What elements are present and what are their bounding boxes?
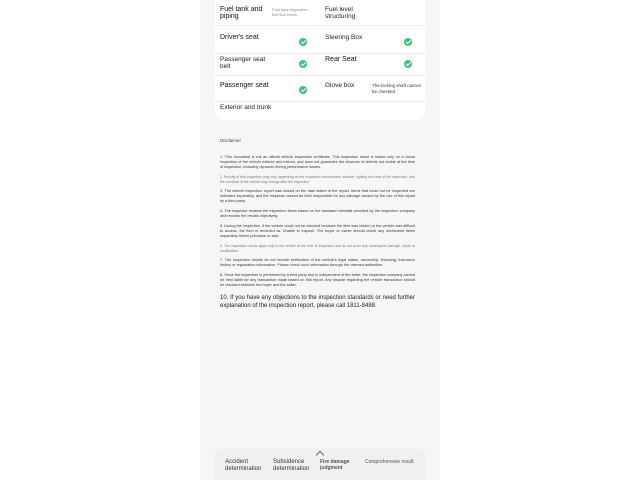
disclaimer-paragraph: 8. Since the inspection is performed by a third party and is independent of the seller, the inspection company cannot be held liable for any transaction made based on this report. Any dispute regarding the vehicle transaction should be resolved between the buyer and the seller. [220, 273, 415, 288]
checklist-item-note: The locking shaft cannot be checked [372, 83, 421, 94]
disclaimer-section [220, 138, 415, 315]
checklist-item [320, 2, 425, 26]
checklist-item [320, 52, 425, 76]
inspection-report-page [200, 0, 440, 480]
checklist-item-name: Driver's seat [220, 34, 259, 41]
check-icon [404, 60, 412, 68]
checklist-item-name: Rear Seat [325, 56, 357, 63]
tab-subsidence-determination[interactable]: Subsidence determination [273, 459, 310, 472]
checklist-item-name: Fuel level structuring [325, 6, 356, 20]
check-icon [404, 38, 412, 46]
checklist-item-detail: Fuel tank inspection, fuel line check [272, 7, 309, 17]
checklist-item [215, 100, 320, 124]
tab-comprehensive-result[interactable]: Comprehensive result [365, 459, 414, 465]
check-icon [299, 86, 307, 94]
disclaimer-paragraph: 3. The vehicle inspection report was issued on the date stated in the report. Items that could not be inspected are indicated separately, and the inspector cannot be held responsible for any damage caused by the use of this report by a third party. [220, 189, 415, 204]
inspection-checklist [215, 0, 425, 120]
checklist-item [320, 78, 425, 102]
contact-notice: 10. If you have any objections to the inspection standards or need further explanation of the inspection report, please call 1811-8488. [220, 295, 415, 310]
checklist-item [215, 2, 320, 26]
checklist-item-name: Glove box [325, 82, 355, 89]
disclaimer-paragraph: 2. Results of this inspection may vary depending on the inspection environment, weather, lighting and time of the inspection, and the condition of the vehicle may change after the inspection. [220, 175, 415, 184]
checklist-item-name: Fuel tank and piping [220, 6, 263, 20]
checklist-item [320, 30, 425, 54]
checklist-item-name: Steering Box [325, 34, 363, 41]
disclaimer-paragraph: 4. The inspector reviews the inspection items based on the standard checklist provided by the inspection company and records the results objectively. [220, 209, 415, 219]
result-tab-bar [215, 450, 425, 480]
checklist-item [215, 30, 320, 54]
checklist-item-name: Exterior and trunk [220, 104, 272, 111]
tab-fire-damage-judgment[interactable]: Fire damage judgment [320, 459, 350, 471]
disclaimer-paragraph: 5. During the inspection, if the vehicle could not be checked because the item was hidden or the vehicle was difficult to access, the item is recorded as 'Unable to inspect'. The buyer or owner should check any unchecked items separately before purchase or sale. [220, 224, 415, 239]
checklist-item-name: Passenger seat belt [220, 56, 266, 70]
disclaimer-heading: Disclaimer [220, 138, 242, 143]
chevron-up-icon[interactable] [316, 451, 324, 459]
check-icon [299, 60, 307, 68]
disclaimer-paragraph: 1. This document is not an official vehicle inspection certificate. This inspection result is based only on a visual inspection of the vehicle exterior and interior, and does not guarantee the absence of defects not visible at the time of inspection, including dynamic driving performance issues. [220, 155, 415, 169]
checklist-item [215, 78, 320, 102]
check-icon [299, 38, 307, 46]
tab-accident-determination[interactable]: Accident determination [225, 459, 262, 472]
disclaimer-paragraph: 6. The inspection results apply only to the vehicle at the time of inspection and do not cover any subsequent damage, repair or modification. [220, 244, 415, 253]
checklist-item-name: Passenger seat [220, 82, 269, 89]
checklist-item [215, 52, 320, 76]
disclaimer-paragraph: 7. The inspection results do not include verification of the vehicle's legal status, ownership, financing, insurance history or registration information. Please check such information through the relevant authorities. [220, 258, 415, 268]
